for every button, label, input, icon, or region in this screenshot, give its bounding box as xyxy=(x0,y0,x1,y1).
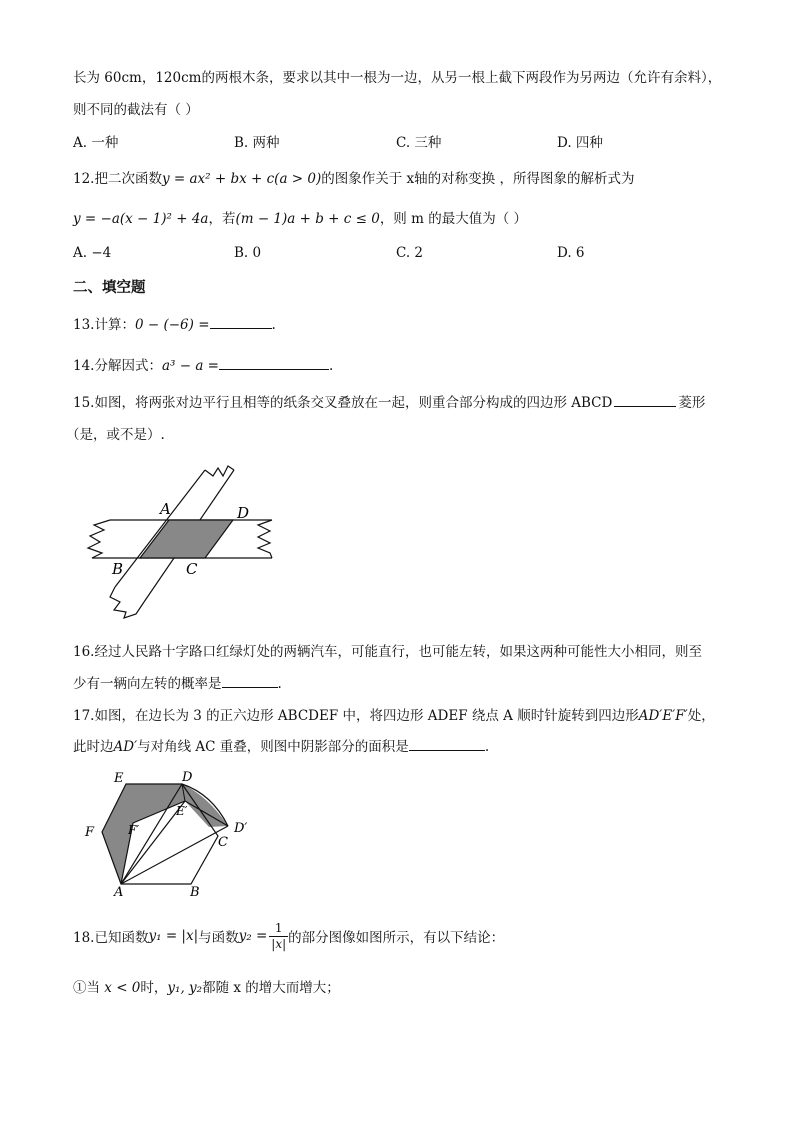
q18-item1-vars: y₁, y₂ xyxy=(167,980,203,996)
q11-option-d: D. 四种 xyxy=(557,135,603,151)
label-c: C xyxy=(186,560,198,578)
q12-line2 xyxy=(73,207,527,227)
q15-line1 xyxy=(73,391,705,411)
q18-f2-lhs: y₂ = xyxy=(238,928,268,944)
q12-cond-suffix: ，则 m 的最大值为（ ） xyxy=(379,211,527,227)
q14-suffix: . xyxy=(329,358,334,374)
label-c: C xyxy=(218,835,228,850)
q18-f2-numerator: 1 xyxy=(274,920,283,935)
label-d: D xyxy=(237,504,250,522)
q14-line xyxy=(73,354,333,374)
q18-suffix: 的部分图像如图所示，有以下结论： xyxy=(288,930,505,946)
q16-line2 xyxy=(73,672,282,692)
label-f: F xyxy=(85,825,95,840)
q15-line2: （是，或不是）. xyxy=(66,427,165,443)
q18-prefix: 18.已知函数 xyxy=(73,930,149,946)
diagonal-strip-bottom-torn-edge xyxy=(110,587,144,618)
q12-option-c: C. 2 xyxy=(396,245,424,261)
q14-expr: a³ − a = xyxy=(161,358,219,374)
label-a: A xyxy=(160,500,171,518)
q17-math2: AD′ xyxy=(113,739,138,755)
q17-text2a: 此时边 xyxy=(73,739,114,755)
shaded-region-right xyxy=(182,784,228,827)
q17-text-end: 处， xyxy=(687,708,715,724)
label-d: D xyxy=(182,770,193,785)
q11-option-a: A. 一种 xyxy=(73,135,119,151)
q12-option-a: A. −4 xyxy=(73,245,112,261)
q17-text2-end: . xyxy=(484,739,490,755)
q16-text-end: . xyxy=(277,676,282,692)
q16-text: 少有一辆向左转的概率是 xyxy=(73,676,222,692)
q14-answer-blank[interactable] xyxy=(219,357,329,370)
q15-text: 15.如图，将两张对边平行且相等的纸条交叉叠放在一起，则重合部分构成的四边形 ABCD xyxy=(73,395,613,411)
q12-prefix: 12.把二次函数 xyxy=(73,171,162,187)
q18-f1: y₁ = |x| xyxy=(148,928,199,944)
q14-prefix: 14.分解因式： xyxy=(73,358,162,374)
label-d-prime: D′ xyxy=(234,821,248,836)
q16-answer-blank[interactable] xyxy=(222,675,278,688)
section-heading-fill-in: 二、填空题 xyxy=(73,279,146,296)
q13-suffix: . xyxy=(271,317,276,333)
q17-figure-hexagon-rotation xyxy=(78,768,268,900)
q13-answer-blank[interactable] xyxy=(210,316,272,329)
q17-line1 xyxy=(73,704,715,724)
label-b: B xyxy=(190,885,200,900)
q16-line1: 16.经过人民路十字路口红绿灯处的两辆汽车，可能直行，也可能左转，如果这两种可能性大小相同，则至 xyxy=(73,644,702,660)
diagonal-strip-top-torn-edge xyxy=(205,466,234,476)
q13-prefix: 13.计算： xyxy=(73,317,135,333)
q18-f2-denominator: |x| xyxy=(271,936,287,951)
q18-f2-fraction xyxy=(269,921,288,952)
q12-expr: y = −a(x − 1)² + 4a xyxy=(73,211,209,227)
overlap-quadrilateral-abcd xyxy=(140,520,233,558)
q15-text-end: 菱形 xyxy=(678,395,706,411)
q18-item1-a: ①当 xyxy=(73,980,100,996)
q18-mid: 与函数 xyxy=(198,930,239,946)
q18-item1-c: 都随 x 的增大而增大； xyxy=(202,980,340,996)
label-e: E xyxy=(114,771,124,786)
q11-option-c: C. 三种 xyxy=(396,135,442,151)
q17-answer-blank[interactable] xyxy=(409,738,485,751)
horizontal-strip-left-torn-edge xyxy=(88,520,110,558)
q17-math1: AD′E′F′ xyxy=(638,708,688,724)
label-b: B xyxy=(112,560,124,578)
q11-line2: 则不同的截法有（ ） xyxy=(73,102,199,118)
q17-line2 xyxy=(73,735,489,755)
horizontal-strip-right-torn-edge xyxy=(258,520,272,558)
q13-line xyxy=(73,313,276,333)
q11-option-b: B. 两种 xyxy=(234,135,280,151)
q17-text: 17.如图，在边长为 3 的正六边形 ABCDEF 中，将四边形 ADEF 绕点 A 顺时针旋转到四边形 xyxy=(73,708,639,724)
q12-option-b: B. 0 xyxy=(234,245,262,261)
q11-line1: 长为 60cm，120cm的两根木条，要求以其中一根为一边，从另一根上截下两段作为另两边（允许有余料）， xyxy=(73,70,722,86)
label-a: A xyxy=(114,885,124,900)
q12-option-d: D. 6 xyxy=(557,245,585,261)
label-e-prime: E′ xyxy=(176,804,188,818)
q12-cond: (m − 1)a + b + c ≤ 0 xyxy=(235,211,380,227)
q12-cond-prefix: ，若 xyxy=(208,211,236,227)
q18-item1 xyxy=(73,976,340,996)
q18-line1 xyxy=(73,916,504,956)
q15-answer-blank[interactable] xyxy=(614,394,676,407)
q12-func: y = ax² + bx + c(a > 0) xyxy=(161,171,322,187)
q18-item1-cond: x < 0 xyxy=(104,980,141,996)
q17-text2b: 与对角线 AC 重叠，则图中阴影部分的面积是 xyxy=(137,739,409,755)
q13-expr: 0 − (−6) = xyxy=(134,317,210,333)
q18-item1-b: 时， xyxy=(140,980,168,996)
q12-suffix: 的图象作关于 x轴的对称变换 ，所得图象的解析式为 xyxy=(321,171,635,187)
q12-line1 xyxy=(73,167,634,187)
label-f-prime: F′ xyxy=(128,823,140,837)
q15-figure-crossed-strips xyxy=(80,462,280,622)
